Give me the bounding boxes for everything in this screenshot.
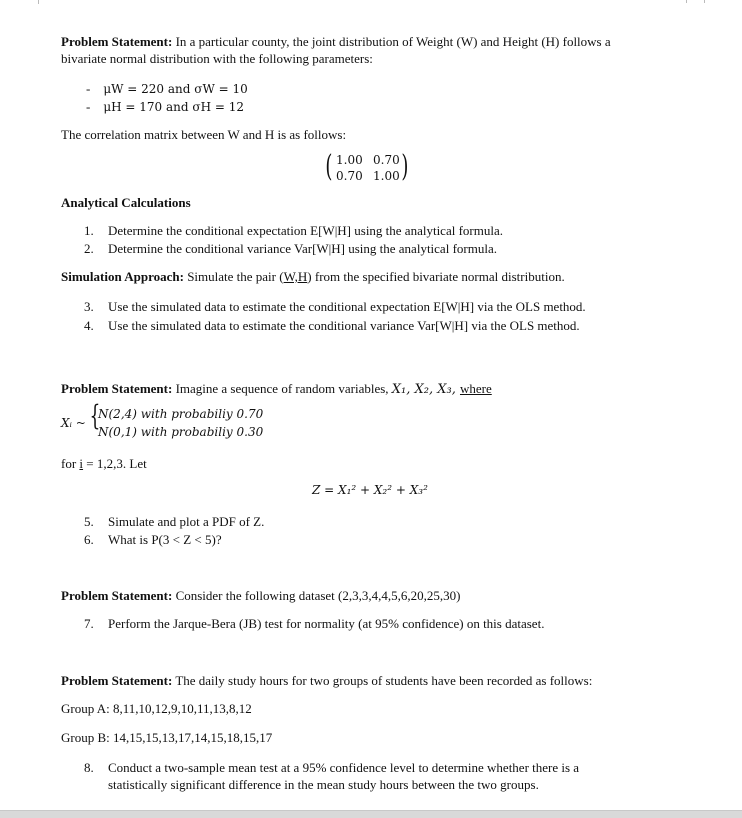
item-text: What is P(3 < Z < 5)? bbox=[108, 532, 222, 547]
problem-label: Problem Statement: bbox=[61, 381, 173, 396]
group-b-data: Group B: 14,15,15,13,17,14,15,18,15,17 bbox=[61, 730, 273, 745]
list-item bbox=[84, 513, 264, 530]
analytical-heading bbox=[61, 194, 191, 211]
problem-text: The daily study hours for two groups of students have been recorded as follows: bbox=[172, 673, 593, 688]
problem-label: Problem Statement: bbox=[61, 673, 173, 688]
item-number: 4. bbox=[84, 318, 94, 333]
list-item-continuation: statistically significant difference in the mean study hours between the two groups. bbox=[108, 777, 539, 792]
item-number: 1. bbox=[84, 223, 94, 238]
item-number: 2. bbox=[84, 241, 94, 256]
item-number: 8. bbox=[84, 760, 94, 775]
item-text: Simulate and plot a PDF of Z. bbox=[108, 514, 265, 529]
problem-label: Problem Statement: bbox=[61, 588, 173, 603]
correlation-matrix bbox=[325, 151, 413, 185]
item-text: Use the simulated data to estimate the conditional variance Var[W|H] via the OLS method. bbox=[108, 318, 580, 333]
list-item bbox=[84, 240, 497, 257]
matrix-cell: 0.70 bbox=[336, 169, 363, 183]
for-text: = 1,2,3. Let bbox=[83, 456, 147, 471]
problem4-statement bbox=[61, 672, 592, 689]
wh-underlined: W,H bbox=[283, 269, 308, 284]
item-number: 7. bbox=[84, 616, 94, 631]
item-number: 6. bbox=[84, 532, 94, 547]
problem1-statement-line1 bbox=[61, 33, 611, 50]
sim-text: ) from the specified bivariate normal distribution. bbox=[307, 269, 565, 284]
item-text: Use the simulated data to estimate the conditional expectation E[W|H] via the OLS method. bbox=[108, 299, 586, 314]
case-1: N(2,4) with probabiliy 0.70 bbox=[98, 407, 264, 421]
sim-label: Simulation Approach: bbox=[61, 269, 184, 284]
i-underlined: i bbox=[79, 456, 84, 471]
simulation-approach bbox=[61, 268, 565, 285]
problem2-statement bbox=[61, 380, 492, 398]
page-corner-mark bbox=[38, 0, 39, 4]
matrix-cell: 1.00 bbox=[373, 169, 400, 183]
for-i-text bbox=[61, 455, 147, 472]
matrix-left-paren: ( bbox=[325, 149, 333, 184]
page-corner-mark bbox=[704, 0, 705, 3]
problem-text: In a particular county, the joint distribution of Weight (W) and Height (H) follows a bbox=[172, 34, 611, 49]
list-item bbox=[84, 759, 579, 776]
variables-math: X₁, X₂, X₃, bbox=[391, 382, 460, 397]
case-2: N(0,1) with probabiliy 0.30 bbox=[98, 425, 264, 439]
for-text: for bbox=[61, 456, 80, 471]
problem-text: Consider the following dataset (2,3,3,4,4,5,6,20,25,30) bbox=[172, 588, 461, 603]
sim-text: Simulate the pair ( bbox=[183, 269, 284, 284]
list-item bbox=[84, 222, 503, 239]
list-item bbox=[84, 298, 586, 315]
list-item bbox=[84, 531, 222, 548]
item-text: Conduct a two-sample mean test at a 95% confidence level to determine whether there is a bbox=[108, 760, 580, 775]
correlation-text: The correlation matrix between W and H is as follows: bbox=[61, 127, 347, 142]
item-text: Determine the conditional variance Var[W|H] using the analytical formula. bbox=[108, 241, 497, 256]
xi-symbol: Xᵢ ~ bbox=[61, 416, 86, 430]
heading-text: Analytical Calculations bbox=[61, 195, 191, 210]
item-number: 3. bbox=[84, 299, 94, 314]
where-underlined: where bbox=[459, 381, 492, 396]
problem1-statement-line2: bivariate normal distribution with the following parameters: bbox=[61, 51, 373, 66]
param-h: μH = 170 and σH = 12 bbox=[103, 100, 244, 114]
item-text: Perform the Jarque-Bera (JB) test for normality (at 95% confidence) on this dataset. bbox=[108, 616, 545, 631]
page-corner-mark bbox=[686, 0, 705, 3]
problem3-statement bbox=[61, 587, 460, 604]
item-text: Determine the conditional expectation E[W|H] using the analytical formula. bbox=[108, 223, 503, 238]
case-brace: { bbox=[89, 399, 101, 432]
param-w-item: - μW = 220 and σW = 10 bbox=[86, 81, 248, 96]
matrix-cell: 1.00 bbox=[336, 153, 363, 167]
list-item bbox=[84, 317, 580, 334]
item-number: 5. bbox=[84, 514, 94, 529]
matrix-cell: 0.70 bbox=[373, 153, 400, 167]
group-a-data: Group A: 8,11,10,12,9,10,11,13,8,12 bbox=[61, 701, 252, 716]
problem-text: Imagine a sequence of random variables, bbox=[172, 381, 392, 396]
param-w: μW = 220 and σW = 10 bbox=[103, 82, 248, 96]
matrix-right-paren: ) bbox=[401, 149, 409, 184]
list-item bbox=[84, 615, 544, 632]
problem-label: Problem Statement: bbox=[61, 34, 173, 49]
z-equation: Z = X₁² + X₂² + X₃² bbox=[312, 483, 428, 497]
param-h-item: - μH = 170 and σH = 12 bbox=[86, 99, 244, 114]
